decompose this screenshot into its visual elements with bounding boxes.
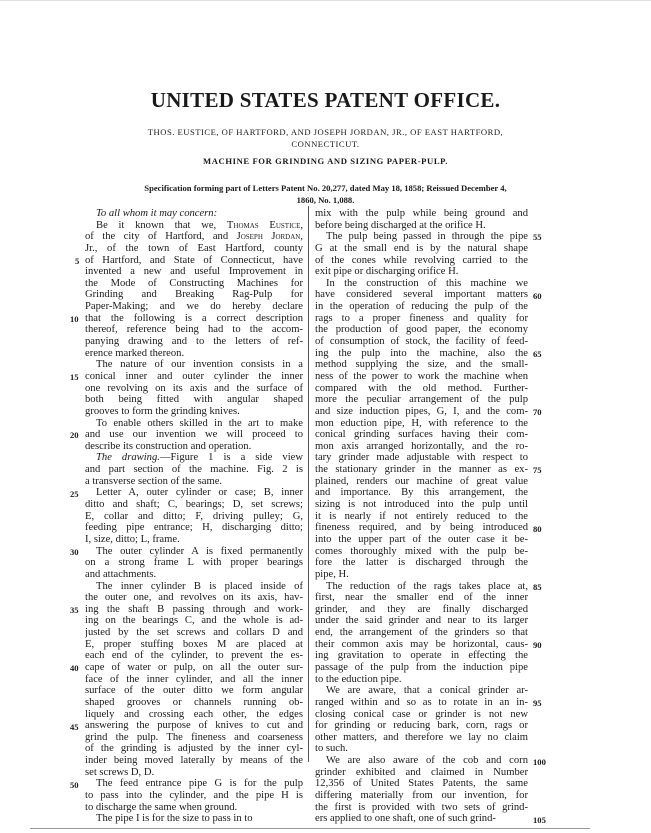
text-line: one revolving on its axis and the surface of [85,382,303,394]
line-number: 25 [70,488,79,499]
text-line: fineness required, and by being introduced [315,522,528,534]
text-line: to the eduction pipe. [315,673,402,685]
text-line: in the operation of reducing the pulp of the [315,301,528,313]
line-number: 50 [70,779,79,790]
line-number: 40 [70,663,79,674]
text-line: grinder exhibited and claimed in Number [315,766,528,778]
line-number: 15 [70,372,79,383]
text-line: mon eduction pipe, H, with reference to the [315,417,528,429]
line-number: 45 [70,721,79,732]
line-number: 100 [533,756,546,767]
text-line: it is nearly if not entirely reduced to the [315,510,528,522]
text-line: method supplying the size, and the small- [315,359,528,371]
text-line: the Mode of Constructing Machines for [85,277,303,289]
line-number: 95 [533,698,542,709]
text-line: answering the purpose of knives to cut and [85,720,303,732]
text-line: differing materially from our invention, for [315,790,528,802]
text-line: In the construction of this machine we [326,277,528,289]
text-line: pipe, H. [315,568,349,580]
text-line: The outer cylinder A is fixed permanently [96,545,303,557]
text-line: the production of good paper, the economy [315,324,528,336]
text-line: and importance. By this arrangement, the [315,487,528,499]
text-line: The pipe I is for the size to pass in to [96,813,253,825]
text-line: and size induction pipes, G, I, and the com- [315,405,528,417]
text-line: comes thoroughly mixed with the pulp be- [315,545,528,557]
text-line: Grinding and Breaking Rag-Pulp for [85,289,303,301]
text-line: I, size, ditto; L, frame. [85,533,180,545]
text-line: erence marked thereon. [85,347,185,359]
text-line: other matters, and therefore we lay no claim [315,731,528,743]
scan-edge-top [0,0,651,1]
column-divider [308,206,309,762]
text-line: describe its construction and operation. [85,440,252,452]
left-column [85,208,303,825]
machine-title: MACHINE FOR GRINDING AND SIZING PAPER-PULP. [203,156,448,166]
line-number: 105 [533,814,546,825]
text-line: ness of the power to work the machine when [315,370,528,382]
text-line: compared with the old method. Further- [315,382,528,394]
text-line: invented a new and useful Improvement in [85,266,303,278]
text-line: exit pipe or discharging orifice H. [315,266,459,278]
text-line: grinder, and they are finally discharged [315,603,528,615]
text-line: both being fitted with angular shaped [85,394,303,406]
inventors-line: CONNECTICUT. [291,139,360,149]
text-line: ing gravitation to operate in effecting the [315,650,528,662]
text-line: ing the pulp into the machine, also the [315,347,528,359]
text-line: sizing is not introduced into the pulp until [315,499,528,511]
text-line: panying drawing and to the letters of ref- [85,336,303,348]
line-number: 75 [533,465,542,476]
text-line: the first is provided with two sets of grind- [315,801,528,813]
text-line: and use our invention we will proceed to [85,429,303,441]
text-line: The feed entrance pipe G is for the pulp [96,778,303,790]
text-line: have considered several important matters [315,289,528,301]
inventors-heading [0,126,651,150]
text-line: Jr., of the town of East Hartford, county [85,242,303,254]
text-line: to discharge the same when ground. [85,801,238,813]
text-line: conical inner and outer cylinder the inner [85,370,303,382]
text-line: a transverse section of the same. [85,475,223,487]
text-line: liquely and crossing each other, the edges [85,708,303,720]
text-line: The nature of our invention consists in a [96,359,303,371]
text-line: justed by the set screws and collars D and [85,627,303,639]
text-line: E, proper stuffing boxes M are placed at [85,638,303,650]
text-line: Paper-Making; and we do hereby declare [85,301,303,313]
scan-edge-bottom [30,828,590,829]
text-line: Letter A, outer cylinder or case; B, inner [96,487,303,499]
text-line: The inner cylinder B is placed inside of [96,580,303,592]
text-line: ing the shaft B passing through and work- [85,603,303,615]
text-line: under the said grinder and near to its larger [315,615,528,627]
text-line: G at the small end is by the natural shape [315,242,528,254]
line-number: 85 [533,581,542,592]
inventors-line: THOS. EUSTICE, OF HARTFORD, AND JOSEPH JORDAN, JR., OF EAST HARTFORD, [147,127,504,137]
text-line: more the peculiar arrangement of the pulp [315,394,528,406]
text-line: to pass into the cylinder, and the pipe H is [85,790,303,802]
text-line: 12,356 of United States Patents, the same [315,778,528,790]
line-number: 60 [533,290,542,301]
text-line: The drawing.—Figure 1 is a side view [96,452,303,464]
text-line: before being discharged at the orifice H. [315,219,486,231]
text-line: set screws D, D. [85,766,155,778]
text-line: into the upper part of the outer case it be- [315,533,528,545]
text-line: passage of the pulp from the induction pipe [315,661,528,673]
text-line: thereof, reference being had to the accom- [85,324,303,336]
text-line: We are aware, that a conical grinder ar- [326,685,528,697]
text-line: We are also aware of the cob and corn [326,755,528,767]
text-line: ditto and shaft; C, bearings; D, set screws; [85,499,303,511]
text-line: end, the arrangement of the grinders so that [315,627,528,639]
text-line: of the grinding is adjusted by the inner cyl- [85,743,303,755]
text-line: for grinding or reducing bark, corn, rags or [315,720,528,732]
text-line: ers applied to one shaft, one of such grind- [315,813,496,825]
text-line: the outer one, and revolves on its axis, hav- [85,592,303,604]
line-number: 90 [533,640,542,651]
text-line: conical grinding surfaces having their com- [315,429,528,441]
text-line: their common axis may be horizontal, caus- [315,638,528,650]
text-line: and part section of the machine. Fig. 2 is [85,464,303,476]
text-line: To enable others skilled in the art to make [96,417,303,429]
text-line: fore the latter is discharged through the [315,557,528,569]
text-line: rags to a proper fineness and quality for [315,312,528,324]
text-line: closing conical case or grinder is not new [315,708,528,720]
text-line: inder being moved laterally by means of the [85,755,303,767]
line-number: 80 [533,523,542,534]
specification-text: Specification forming part of Letters Patent No. 20,277, dated May 18, 1858; Reissued December 4, [144,183,507,193]
line-number: 20 [70,430,79,441]
text-line: grind the pulp. The fineness and coarseness [85,731,303,743]
text-line: first, near the smaller end of the inner [315,592,528,604]
text-line: tary grinder made adjustable with respect to [315,452,528,464]
right-column [315,208,528,825]
text-line: of the city of Hartford, and Joseph Jordan, [85,231,303,243]
text-line: and attachments. [85,568,157,580]
text-line: ranged within and so as to rotate in an in- [315,696,528,708]
line-number: 70 [533,407,542,418]
text-line: feeding pipe entrance; H, discharging ditto; [85,522,303,534]
text-line: grooves to form the grinding knives. [85,405,240,417]
text-line: each end of the cylinder, to prevent the es- [85,650,303,662]
text-line: mix with the pulp while being ground and [315,208,528,219]
specification-text: 1860, No. 1,088. [296,195,355,205]
text-line: of Hartford, and State of Connecticut, have [85,254,303,266]
text-line: the stationary grinder in the manner as ex- [315,464,528,476]
specification-line [0,182,651,206]
text-line: Be it known that we, Thomas Eustice, [96,219,303,231]
text-line: To all whom it may concern: [96,208,218,219]
text-line: face of the inner cylinder, and all the inner [85,673,303,685]
page-title: UNITED STATES PATENT OFFICE. [150,88,501,112]
line-number: 55 [533,232,542,243]
text-line: plained, renders our machine of great value [315,475,528,487]
line-number: 10 [70,313,79,324]
line-number: 30 [70,546,79,557]
text-line: The pulp being passed in through the pipe [326,231,528,243]
text-line: surface of the outer ditto we form angular [85,685,303,697]
line-number: 35 [70,605,79,616]
line-number: 65 [533,348,542,359]
text-line: shaped grooves or channels running ob- [85,696,303,708]
line-number: 5 [75,255,80,266]
text-line: mon axis arranged horizontally, and the ro- [315,440,528,452]
text-line: The reduction of the rags takes place at, [326,580,528,592]
text-line: to such. [315,743,348,755]
text-line: cape of water or pulp, on all the outer sur- [85,661,303,673]
text-line: on a strong frame L with proper bearings [85,557,303,569]
text-line: of the cones while revolving carried to the [315,254,528,266]
text-line: of consumption of stock, the facility of feed- [315,336,528,348]
text-line: ing on the bearings C, and the whole is ad- [85,615,303,627]
text-line: E, collar and ditto; F, driving pulley; G, [85,510,303,522]
text-line: that the following is a correct description [85,312,303,324]
